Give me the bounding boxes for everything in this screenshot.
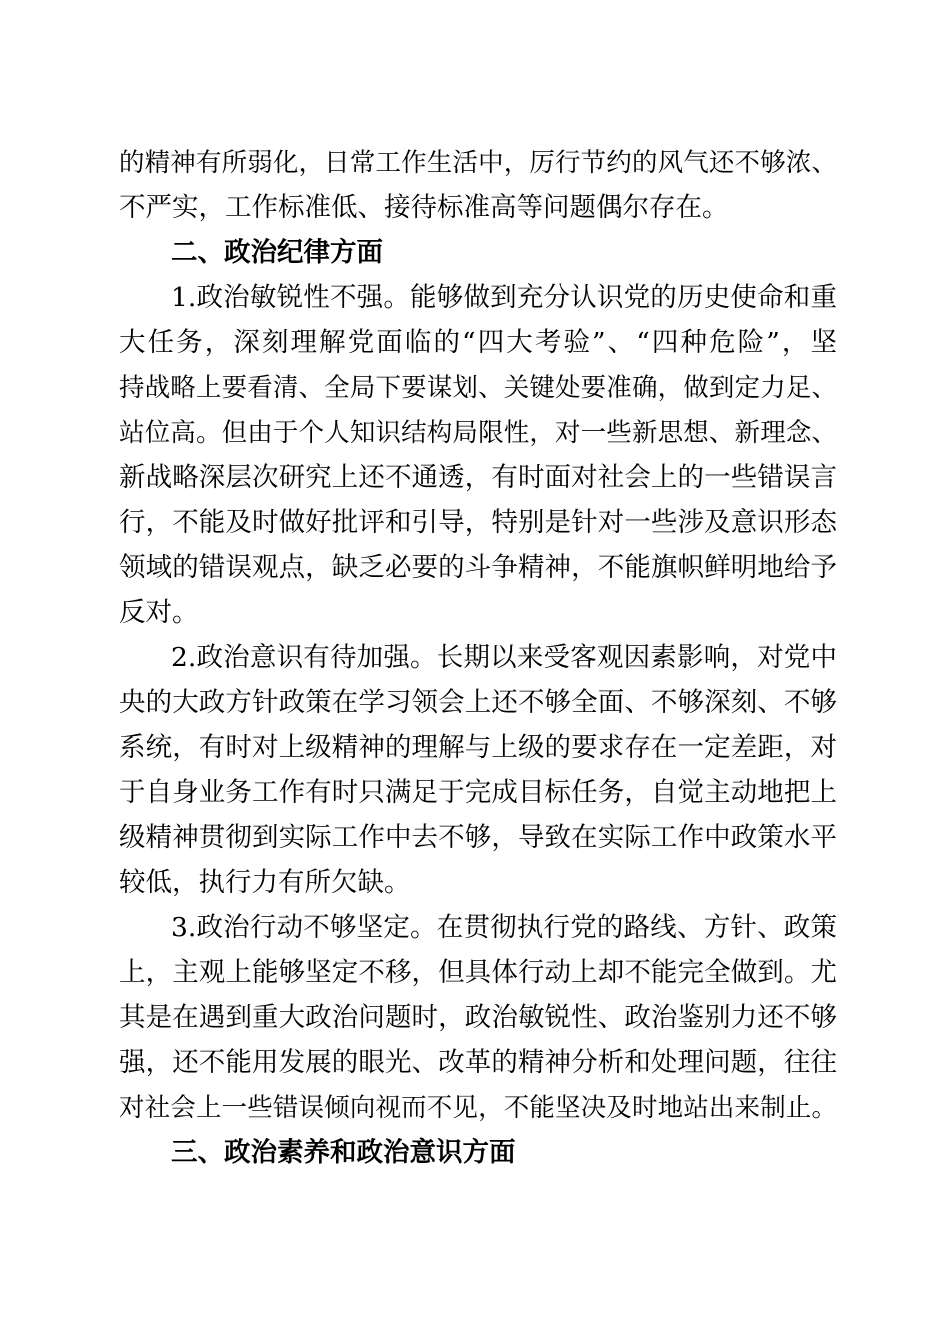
text-line: 行，不能及时做好批评和引导，特别是针对一些涉及意识形态 bbox=[119, 507, 837, 538]
text-line: 不严实，工作标准低、接待标准高等问题偶尔存在。 bbox=[119, 192, 729, 223]
text-line: 站位高。但由于个人知识结构局限性，对一些新思想、新理念、 bbox=[119, 418, 837, 448]
text-line: 领域的错误观点，缺乏必要的斗争精神，不能旗帜鲜明地给予 bbox=[119, 552, 837, 583]
section-heading: 三、政治素养和政治意识方面 bbox=[171, 1137, 516, 1168]
text-line: 持战略上要看清、全局下要谋划、关键处要准确，做到定力足、 bbox=[119, 373, 837, 403]
text-line: 新战略深层次研究上还不通透，有时面对社会上的一些错误言 bbox=[119, 462, 837, 493]
section-heading: 二、政治纪律方面 bbox=[171, 237, 383, 268]
text-line: 其是在遇到重大政治问题时，政治敏锐性、政治鉴别力还不够 bbox=[119, 1002, 837, 1033]
text-line: 1.政治敏锐性不强。能够做到充分认识党的历史使命和重 bbox=[171, 282, 837, 313]
text-line: 2.政治意识有待加强。长期以来受客观因素影响，对党中 bbox=[171, 642, 837, 673]
text-line: 级精神贯彻到实际工作中去不够，导致在实际工作中政策水平 bbox=[119, 822, 837, 853]
text-line: 央的大政方针政策在学习领会上还不够全面、不够深刻、不够 bbox=[119, 687, 837, 718]
text-line: 较低，执行力有所欠缺。 bbox=[119, 867, 411, 898]
text-line: 系统，有时对上级精神的理解与上级的要求存在一定差距，对 bbox=[119, 732, 837, 763]
text-line: 强，还不能用发展的眼光、改革的精神分析和处理问题，往往 bbox=[119, 1047, 837, 1078]
text-line: 对社会上一些错误倾向视而不见，不能坚决及时地站出来制止。 bbox=[119, 1093, 837, 1123]
text-line: 反对。 bbox=[119, 597, 199, 628]
text-line: 3.政治行动不够坚定。在贯彻执行党的路线、方针、政策 bbox=[171, 912, 837, 943]
text-line: 上，主观上能够坚定不移，但具体行动上却不能完全做到。尤 bbox=[119, 957, 837, 988]
text-line: 于自身业务工作有时只满足于完成目标任务，自觉主动地把上 bbox=[119, 777, 837, 808]
text-line: 大任务，深刻理解党面临的“四大考验”、“四种危险”，坚 bbox=[119, 327, 837, 358]
text-line: 的精神有所弱化，日常工作生活中，厉行节约的风气还不够浓、 bbox=[119, 148, 837, 178]
